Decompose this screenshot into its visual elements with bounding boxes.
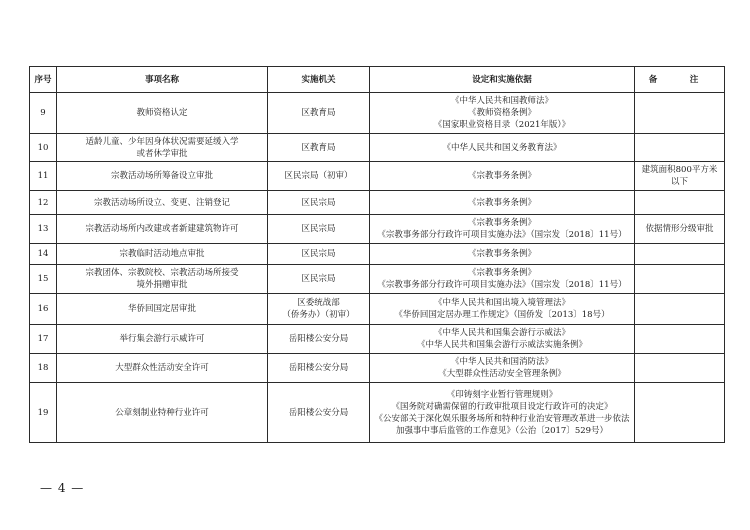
- row-number-cell: 17: [30, 325, 57, 354]
- agency-cell-line: 岳阳楼公安分局: [288, 407, 349, 418]
- remark-cell-line: 以下: [670, 177, 688, 187]
- item-name-cell-line: 教师资格认定: [136, 108, 188, 118]
- item-name-cell-line: 宗教活动场所设立、变更、注销登记: [93, 197, 230, 208]
- row-number-cell: 15: [30, 265, 57, 294]
- remark-cell: [635, 325, 725, 354]
- agency-cell: [268, 215, 370, 244]
- basis-cell-line: 《宗教事务部分行政许可项目实施办法》（国宗发〔2018〕11号）: [377, 230, 627, 240]
- header-agency: 实施机关: [268, 67, 370, 93]
- row-number-cell: 18: [30, 354, 57, 383]
- basis-cell-line: 《中华人民共和国义务教育法》: [442, 142, 562, 153]
- table-row: [30, 93, 725, 134]
- basis-cell: [370, 244, 635, 265]
- row-number-cell: 16: [30, 294, 57, 325]
- agency-cell: [268, 93, 370, 134]
- basis-cell-line: 《国务院对确需保留的行政审批项目设定行政许可的决定》: [391, 401, 613, 412]
- item-name-cell: [57, 191, 268, 215]
- basis-cell-line: 《华侨回国定居办理工作规定》（国侨发〔2013〕18号）: [394, 310, 610, 320]
- basis-cell: [370, 354, 635, 383]
- remark-cell-line: 建筑面积800平方米: [641, 165, 718, 175]
- header-remark: 备 注: [635, 67, 725, 93]
- basis-cell: [370, 134, 635, 162]
- basis-cell: [370, 93, 635, 134]
- item-name-cell-line: 适龄儿童、少年因身体状况需要延缓入学: [85, 136, 239, 147]
- agency-cell: [268, 162, 370, 191]
- basis-cell: [370, 383, 635, 443]
- page-number: — 4 —: [40, 481, 85, 495]
- remark-cell-line: 依据情形分级审批: [645, 224, 714, 234]
- agency-cell-line: 区教育局: [301, 108, 336, 118]
- row-number-cell: 12: [30, 191, 57, 215]
- basis-cell: [370, 215, 635, 244]
- row-number-cell: 9: [30, 93, 57, 134]
- approval-items-table: [29, 66, 725, 443]
- header-item-name: 事项名称: [57, 67, 268, 93]
- item-name-cell-line: 举行集会游行示威许可: [119, 334, 205, 344]
- agency-cell-line: 区民宗局: [301, 224, 336, 234]
- item-name-cell-line: 公章刻制业特种行业许可: [115, 407, 209, 418]
- item-name-cell: [57, 354, 268, 383]
- agency-cell: [268, 265, 370, 294]
- basis-cell-line: 《中华人民共和国集会游行示威法实施条例》: [416, 340, 587, 350]
- table-row: [30, 354, 725, 383]
- header-number: 序号: [30, 67, 57, 93]
- agency-cell-line: （侨务办）（初审）: [282, 310, 355, 320]
- basis-cell: [370, 265, 635, 294]
- agency-cell-line: 岳阳楼公安分局: [288, 334, 349, 344]
- remark-cell: [635, 383, 725, 443]
- agency-cell-line: 区民宗局: [301, 197, 336, 208]
- table-row: [30, 265, 725, 294]
- item-name-cell-line: 大型群众性活动安全许可: [115, 363, 209, 373]
- basis-cell-line: 《大型群众性活动安全管理条例》: [438, 369, 566, 379]
- item-name-cell-line: 或者休学审批: [136, 148, 188, 159]
- agency-cell-line: 岳阳楼公安分局: [288, 363, 349, 373]
- basis-cell: [370, 162, 635, 191]
- agency-cell: [268, 294, 370, 325]
- agency-cell: [268, 134, 370, 162]
- remark-cell: [635, 265, 725, 294]
- basis-cell-line: 《宗教事务条例》: [467, 249, 536, 259]
- basis-cell-line: 《中华人民共和国出境入境管理法》: [433, 298, 570, 308]
- item-name-cell-line: 华侨回国定居审批: [127, 304, 196, 314]
- agency-cell: [268, 325, 370, 354]
- row-number-cell: 14: [30, 244, 57, 265]
- item-name-cell: [57, 215, 268, 244]
- basis-cell-line: 《宗教事务条例》: [467, 171, 536, 181]
- basis-cell-line: 《教师资格条例》: [467, 108, 536, 118]
- item-name-cell: [57, 162, 268, 191]
- item-name-cell: [57, 134, 268, 162]
- basis-cell-line: 《宗教事务条例》: [467, 268, 536, 278]
- basis-cell-line: 加强事中事后监管的工作意见》（公治〔2017〕529号）: [395, 425, 609, 436]
- agency-cell-line: 区委统战部: [297, 298, 340, 308]
- table-row: [30, 162, 725, 191]
- basis-cell-line: 《中华人民共和国集会游行示威法》: [433, 328, 570, 338]
- header-basis: 设定和实施依据: [370, 67, 635, 93]
- row-number-cell: 19: [30, 383, 57, 443]
- item-name-cell-line: 宗教活动场所筹备设立审批: [110, 171, 213, 181]
- item-name-cell: [57, 265, 268, 294]
- agency-cell-line: 区民宗局（初审）: [284, 171, 353, 181]
- agency-cell: [268, 354, 370, 383]
- table-header-row: [30, 67, 725, 93]
- basis-cell-line: 《宗教事务部分行政许可项目实施办法》（国宗发〔2018〕11号）: [377, 280, 627, 290]
- item-name-cell-line: 宗教活动场所内改建或者新建建筑物许可: [85, 224, 239, 234]
- table-row: [30, 325, 725, 354]
- item-name-cell: [57, 325, 268, 354]
- item-name-cell: [57, 294, 268, 325]
- basis-cell: [370, 325, 635, 354]
- agency-cell-line: 区民宗局: [301, 249, 336, 259]
- table-row: [30, 191, 725, 215]
- item-name-cell: [57, 93, 268, 134]
- remark-cell: [635, 215, 725, 244]
- basis-cell-line: 《中华人民共和国消防法》: [450, 357, 553, 367]
- row-number-cell: 13: [30, 215, 57, 244]
- table-row: [30, 134, 725, 162]
- item-name-cell: [57, 244, 268, 265]
- basis-cell: [370, 191, 635, 215]
- agency-cell: [268, 191, 370, 215]
- row-number-cell: 11: [30, 162, 57, 191]
- item-name-cell-line: 宗教临时活动地点审批: [119, 249, 205, 259]
- table-row: [30, 294, 725, 325]
- table-row: [30, 244, 725, 265]
- remark-cell: [635, 134, 725, 162]
- item-name-cell-line: 宗教团体、宗教院校、宗教活动场所接受: [85, 268, 239, 278]
- item-name-cell: [57, 383, 268, 443]
- agency-cell-line: 区教育局: [301, 142, 336, 153]
- basis-cell-line: 《国家职业资格目录（2021年版）》: [433, 120, 571, 130]
- remark-cell: [635, 354, 725, 383]
- basis-cell-line: 《宗教事务条例》: [467, 218, 536, 228]
- table-row: [30, 383, 725, 443]
- remark-cell: [635, 294, 725, 325]
- basis-cell-line: 《宗教事务条例》: [467, 197, 536, 208]
- agency-cell: [268, 244, 370, 265]
- item-name-cell-line: 境外捐赠审批: [136, 280, 188, 290]
- table-row: [30, 215, 725, 244]
- agency-cell-line: 区民宗局: [301, 274, 336, 284]
- basis-cell-line: 《印铸刻字业暂行管理规则》: [446, 389, 558, 400]
- basis-cell: [370, 294, 635, 325]
- row-number-cell: 10: [30, 134, 57, 162]
- basis-cell-line: 《中华人民共和国教师法》: [450, 96, 553, 106]
- remark-cell: [635, 244, 725, 265]
- basis-cell-line: 《公安部关于深化娱乐服务场所和特种行业治安管理改革进一步依法: [374, 413, 630, 424]
- remark-cell: [635, 93, 725, 134]
- remark-cell: [635, 191, 725, 215]
- agency-cell: [268, 383, 370, 443]
- remark-cell: [635, 162, 725, 191]
